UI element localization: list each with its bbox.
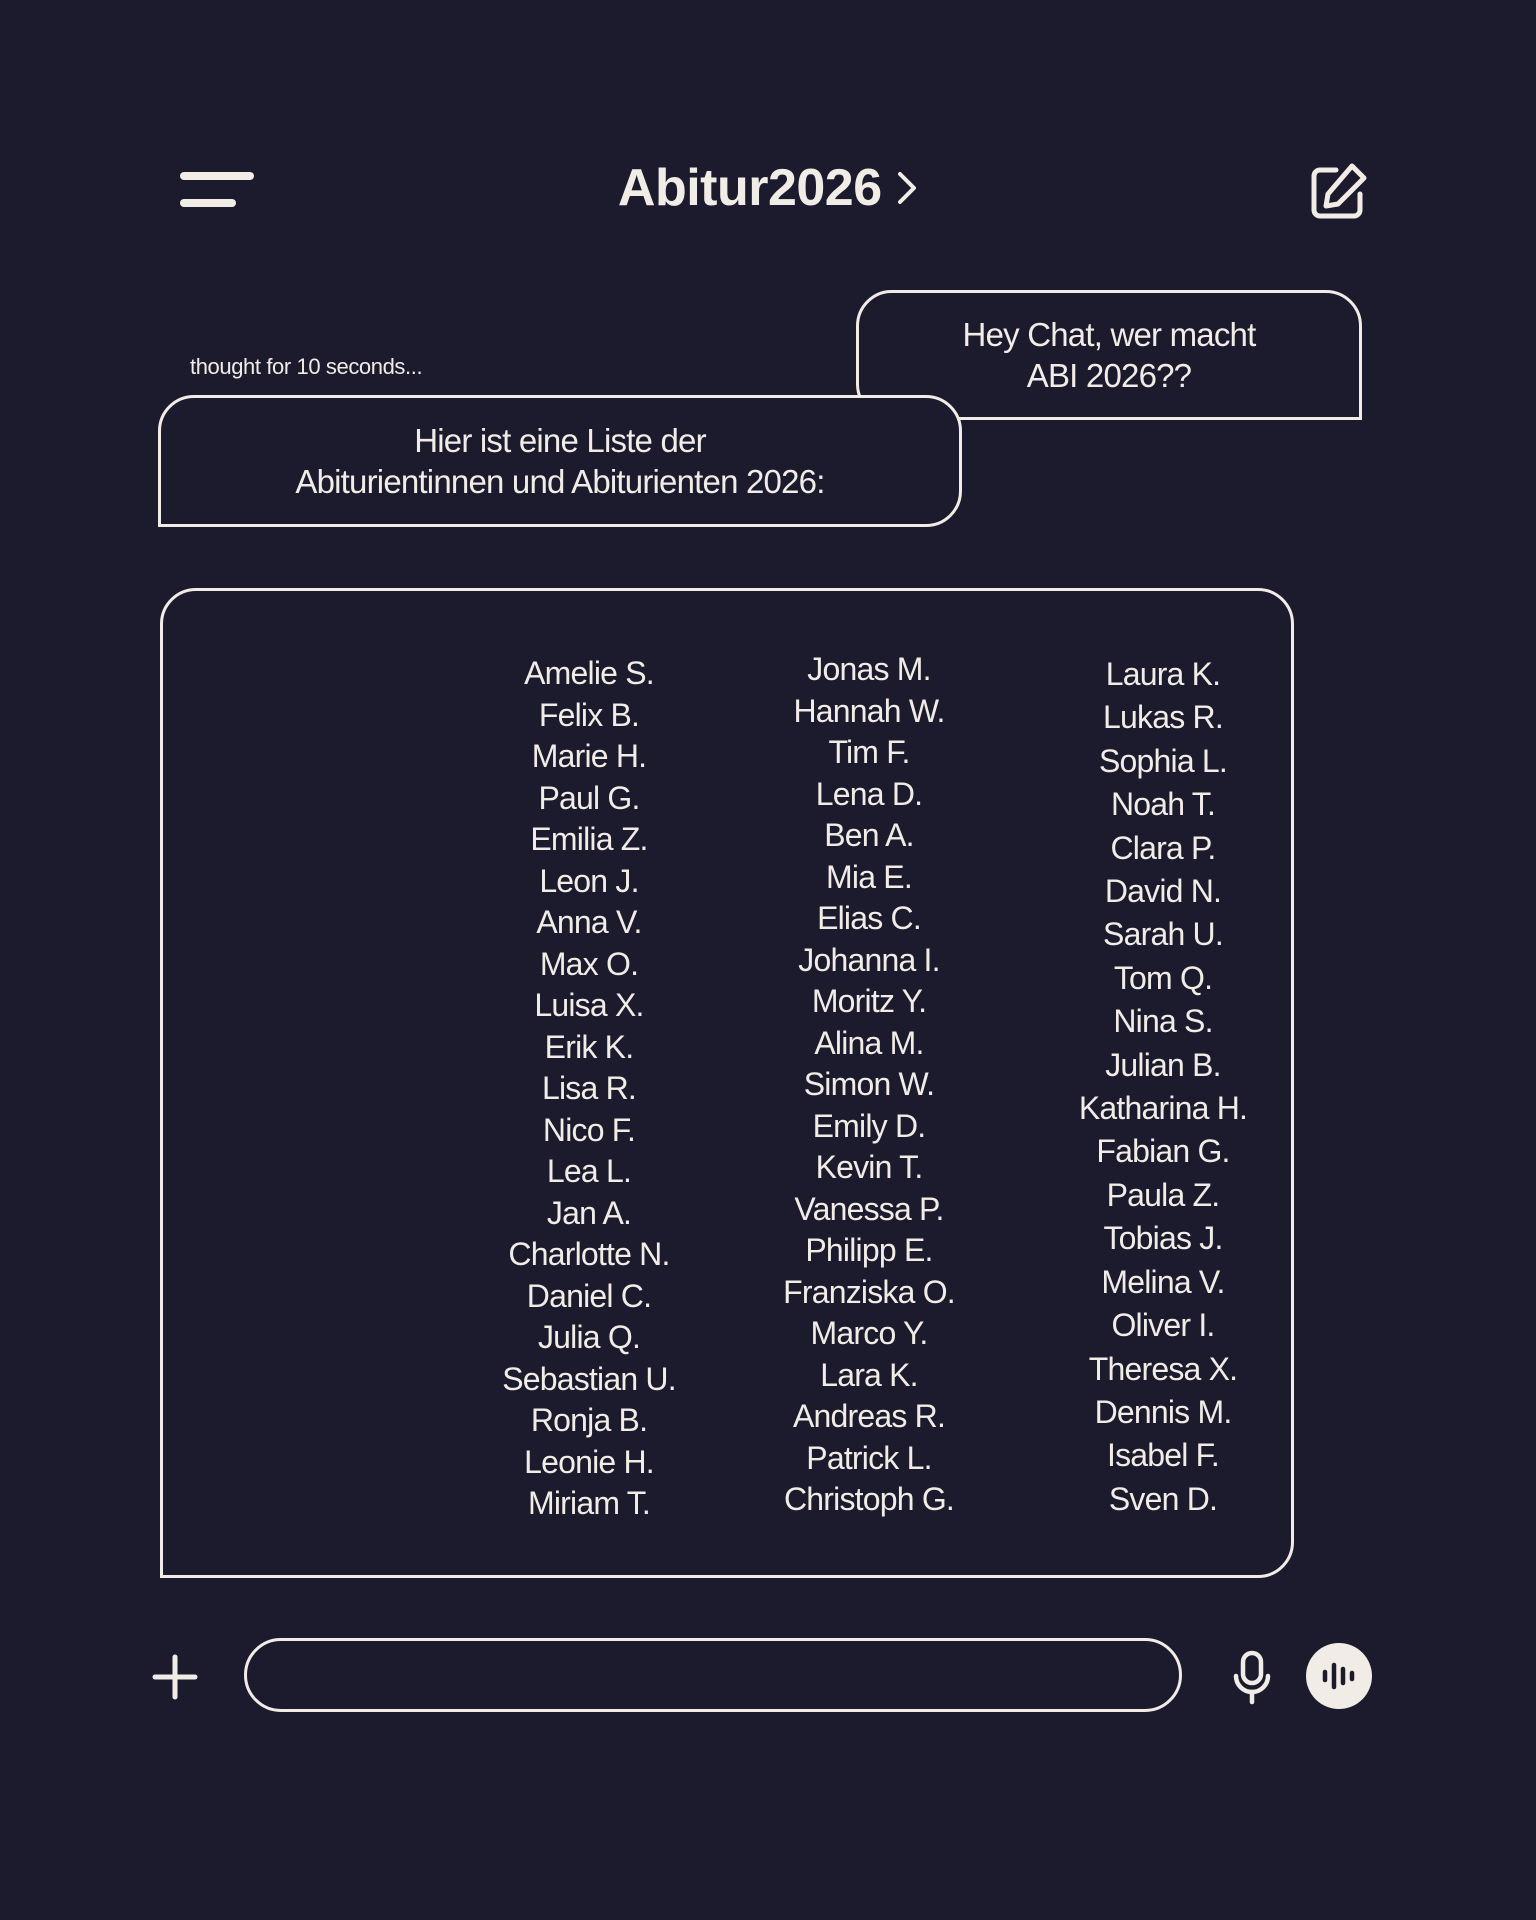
names-list-panel <box>160 588 1294 1578</box>
name-list-item: Alina M. <box>814 1024 924 1061</box>
name-list-item: Clara P. <box>1110 829 1216 866</box>
name-list-item: Leonie H. <box>524 1443 654 1480</box>
name-list-item: Erik K. <box>544 1028 634 1065</box>
name-list-item: Sarah U. <box>1103 916 1223 953</box>
new-chat-edit-icon[interactable] <box>1306 160 1370 224</box>
name-list-item: Jan A. <box>546 1194 632 1231</box>
thought-duration-label[interactable]: thought for 10 seconds... <box>190 354 423 379</box>
name-list-item: Max O. <box>539 945 639 982</box>
name-list-item: Isabel F. <box>1107 1437 1219 1474</box>
name-list-item: Melina V. <box>1101 1263 1225 1300</box>
name-list-item: Felix B. <box>538 696 640 733</box>
name-list-item: Andreas R. <box>792 1398 946 1434</box>
name-list-item: Dennis M. <box>1094 1393 1232 1430</box>
name-list-item: David N. <box>1104 873 1222 910</box>
name-list-item: Lea L. <box>546 1153 632 1189</box>
chat-title: Abitur2026 <box>617 159 882 217</box>
chevron-right-icon <box>896 170 918 206</box>
name-list-item: Hannah W. <box>793 692 945 729</box>
name-list-item: Lukas R. <box>1103 699 1223 736</box>
name-list-item: Franziska O. <box>783 1273 955 1310</box>
microphone-icon[interactable] <box>1232 1650 1272 1706</box>
name-list-item: Noah T. <box>1110 786 1216 823</box>
name-list-item: Miriam T. <box>528 1485 650 1521</box>
name-list-item: Philipp E. <box>805 1232 933 1268</box>
names-column-3 <box>983 653 1343 1521</box>
user-message-text: Hey Chat, wer macht ABI 2026?? <box>962 316 1256 394</box>
name-list-item: Lara K. <box>820 1356 918 1393</box>
name-list-item: Paula Z. <box>1106 1176 1220 1213</box>
name-list-item: Lena D. <box>815 775 923 812</box>
name-list-item: Paul G. <box>538 779 640 816</box>
name-list-item: Emilia Z. <box>530 821 648 857</box>
assistant-message-text: Hier ist eine Liste der Abiturientinnen und Abiturienten 2026: <box>295 422 825 500</box>
voice-mode-button[interactable] <box>1306 1643 1372 1709</box>
name-list-item: Elias C. <box>817 900 921 936</box>
name-list-item: Ronja B. <box>530 1402 648 1438</box>
name-list-item: Katharina H. <box>1078 1090 1248 1127</box>
name-list-item: Oliver I. <box>1111 1307 1215 1344</box>
name-list-item: Julia Q. <box>537 1319 641 1355</box>
name-list-item: Sebastian U. <box>502 1360 676 1397</box>
assistant-message-bubble <box>158 395 962 527</box>
name-list-item: Johanna I. <box>798 941 940 978</box>
name-list-item: Christoph G. <box>783 1481 955 1517</box>
name-list-item: Leon J. <box>539 862 639 899</box>
name-list-item: Charlotte N. <box>508 1236 670 1272</box>
name-list-item: Tim F. <box>828 734 910 770</box>
name-list-item: Amelie S. <box>524 655 654 691</box>
name-list-item: Daniel C. <box>526 1277 652 1314</box>
name-list-item: Nina S. <box>1113 1003 1213 1040</box>
name-list-item: Theresa X. <box>1088 1350 1238 1387</box>
voice-waveform-icon <box>1321 1661 1357 1691</box>
name-list-item: Laura K. <box>1105 656 1221 692</box>
name-list-item: Emily D. <box>812 1107 926 1144</box>
name-list-item: Nico F. <box>542 1111 636 1148</box>
message-input[interactable] <box>244 1638 1182 1712</box>
name-list-item: Vanessa P. <box>794 1190 944 1227</box>
name-list-item: Jonas M. <box>807 651 931 687</box>
name-list-item: Ben A. <box>824 817 914 853</box>
name-list-item: Mia E. <box>826 858 912 895</box>
name-list-item: Moritz Y. <box>811 983 927 1019</box>
plus-icon[interactable] <box>152 1654 198 1700</box>
name-list-item: Marie H. <box>531 738 647 774</box>
name-list-item: Lisa R. <box>542 1070 636 1106</box>
name-list-item: Patrick L. <box>806 1439 932 1476</box>
name-list-item: Tom Q. <box>1113 959 1213 996</box>
name-list-item: Anna V. <box>536 904 642 940</box>
name-list-item: Luisa X. <box>534 987 644 1023</box>
name-list-item: Sophia L. <box>1098 742 1228 779</box>
name-list-item: Julian B. <box>1105 1046 1221 1083</box>
name-list-item: Kevin T. <box>815 1149 923 1185</box>
name-list-item: Sven D. <box>1108 1480 1218 1517</box>
name-list-item: Tobias J. <box>1103 1220 1223 1257</box>
name-list-item: Simon W. <box>803 1066 935 1102</box>
name-list-item: Marco Y. <box>810 1315 928 1351</box>
name-list-item: Fabian G. <box>1096 1133 1230 1170</box>
